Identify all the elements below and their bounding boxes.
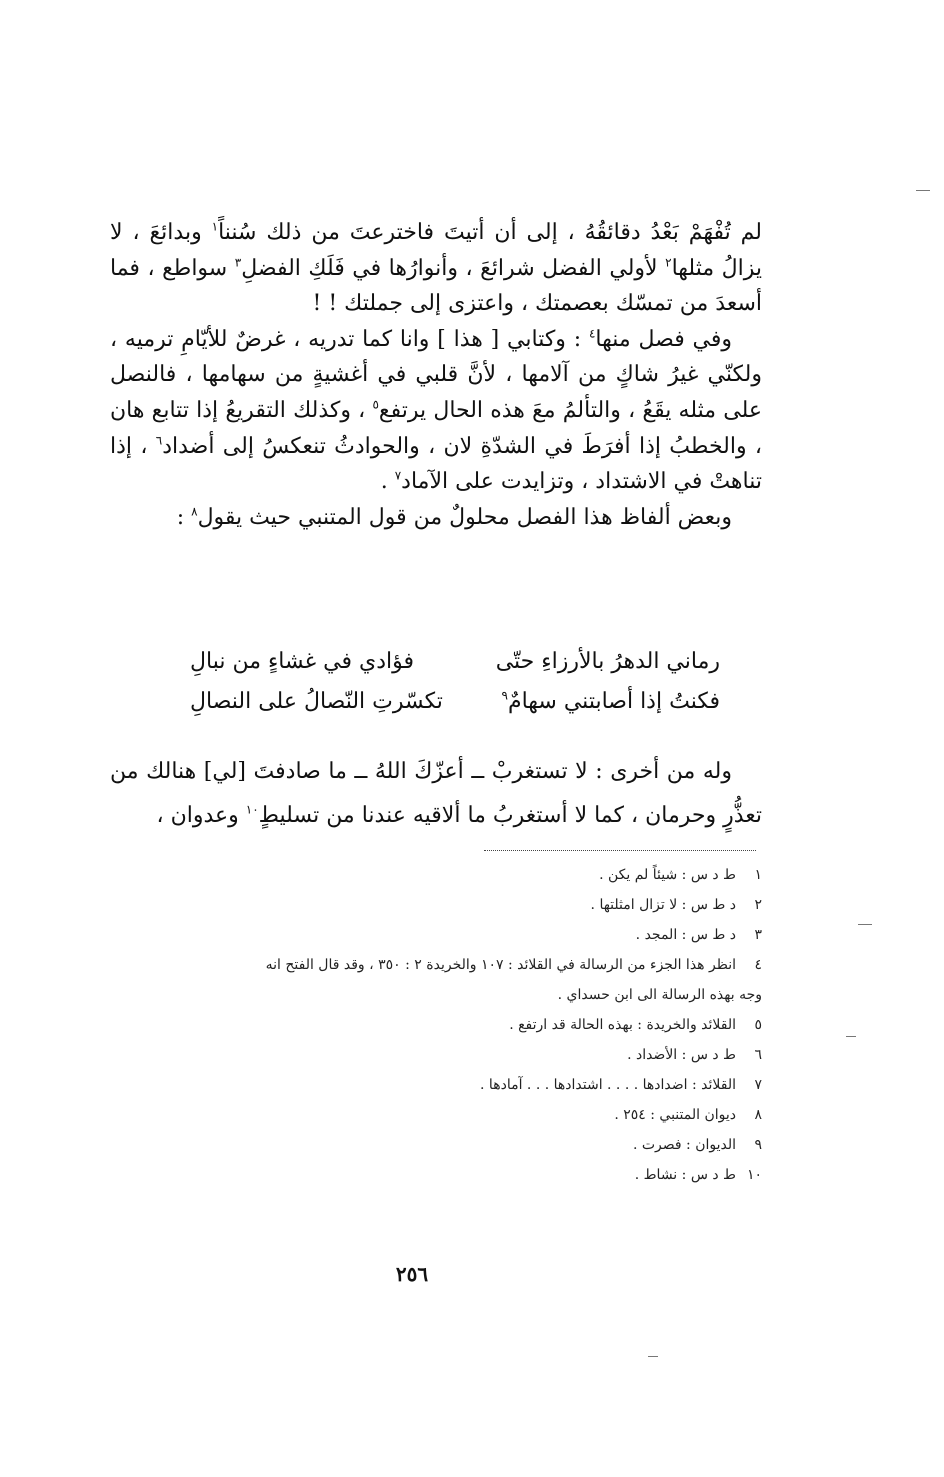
verse-text: فكنتُ إذا أصابتني سهامٌ: [507, 689, 720, 714]
footnote-mark: ١٠: [245, 802, 259, 817]
text-segment: .: [380, 469, 395, 495]
footnote-mark: ٦: [155, 433, 163, 448]
verse-line: [190, 684, 720, 720]
closing-paragraph: [110, 750, 762, 838]
text-segment: : وكتابي [ هذا ] وانا كما تدريه ، غرضٌ للأيّامِ ترميه ، ولكنّي غيرُ شاكٍ من آلامها ، لأنَّ قلبي في أغشيةٍ من سهامها ، فالنصل على مثله يقَعُ ، والتألمُ معَ هذه الحال يرتفع: [110, 326, 762, 423]
footnote-text: ط د س : شيئاً لم يكن .: [599, 867, 736, 883]
footnote-item: [110, 890, 762, 920]
text-segment: وله من أخرى : لا تستغربْ ــ أعزّكَ اللهُ ــ ما صادفتَ [لي] هنالك من تعذُّرٍ وحرمان ، كما لا أستغربُ ما ألاقيه عندنا من تسليطٍ: [110, 759, 762, 828]
footnote-item: [110, 1010, 762, 1040]
footnote-text: القلائد : اضدادها . . . . اشتدادها . . . آمادها .: [480, 1077, 736, 1093]
footnote-mark: ٥: [372, 397, 379, 412]
text-segment: سواطع ، فما أسعدَ من تمسّك بعصمتك ، واعتزى إلى جملتك ! !: [110, 255, 762, 317]
footnote-text: القلائد والخريدة : بهذه الحالة قد ارتفع .: [509, 1017, 736, 1033]
footnote-text: د ط س : لا تزال امثلتها .: [590, 897, 736, 913]
verse-hemistich-left: تكسّرتِ النّصالُ على النصالِ: [190, 689, 443, 714]
page-number: ٢٥٦: [395, 1262, 429, 1286]
footnote-number: ٨: [754, 1107, 762, 1123]
footnote-item: [110, 860, 762, 890]
footnote-mark: ١: [211, 219, 219, 234]
paragraph-3: [110, 500, 762, 536]
scan-speck: [846, 1036, 856, 1037]
footnote-number: ٦: [754, 1047, 762, 1063]
footnote-item: [110, 1070, 762, 1100]
footnote-text: ط د س : نشاط .: [634, 1167, 736, 1183]
footnote-number: ١: [754, 867, 762, 883]
main-text: [110, 215, 762, 535]
footnote-continuation: وجه بهذه الرسالة الى ابن حسداي .: [557, 987, 762, 1003]
footnote-text: ط د س : الأضداد .: [627, 1047, 736, 1063]
footnote-text: انظر هذا الجزء من الرسالة في القلائد : ١٠٧ والخريدة ٢ : ٣٥٠ ، وقد قال الفتح انه: [265, 957, 736, 973]
text-segment: ، إذا تناهتْ في الاشتداد ، وتزايدت على الآماد: [110, 433, 762, 495]
footnote-item: [110, 1100, 762, 1130]
footnote-item: [110, 1040, 762, 1070]
footnote-mark: ٣: [234, 255, 242, 270]
text-segment: :: [176, 504, 192, 530]
verse-hemistich-left: فؤادي في غشاءٍ من نبالِ: [190, 649, 414, 674]
footnote-item: [110, 1130, 762, 1160]
footnotes: [110, 860, 762, 1190]
footnote-mark: ٤: [588, 326, 596, 341]
text-segment: ، وكذلك التقريعُ إذا تتابع هان ، والخطبُ إذا أفرَطَ في الشدّةِ لان ، والحوادثُ تنعكسُ إلى أضداد: [110, 397, 762, 459]
verse-hemistich-right: [502, 684, 721, 720]
footnote-number: ١٠: [746, 1167, 762, 1183]
footnote-separator: [484, 850, 756, 851]
footnote-mark: ٨: [191, 504, 198, 519]
footnote-mark: ٩: [501, 688, 508, 703]
footnote-item: [110, 1160, 762, 1190]
text-segment: وعدوان ،: [156, 803, 246, 828]
footnote-number: ٩: [754, 1137, 762, 1153]
text-segment: وفي فصل منها: [595, 326, 732, 352]
footnote-number: ٥: [754, 1017, 762, 1033]
verse-hemistich-right: رماني الدهرُ بالأرزاءِ حتّى: [495, 649, 720, 674]
footnote-number: ٣: [754, 927, 762, 943]
verse-line: [190, 644, 720, 680]
footnote-mark: ٧: [394, 468, 402, 483]
footnote-text: د ط س : المجد .: [635, 927, 736, 943]
footnote-number: ٢: [754, 897, 762, 913]
footnote-number: ٤: [754, 957, 762, 973]
text-segment: وبعض ألفاظ هذا الفصل محلولٌ من قول المتنبي حيث يقول: [197, 504, 732, 530]
text-segment: لأولي الفضل شرائعَ ، وأنوارُها في فَلَكِ الفضلِ: [241, 255, 658, 281]
paragraph-4: [110, 750, 762, 838]
footnote-text: الديوان : فصرت .: [632, 1137, 736, 1153]
scan-speck: [858, 924, 872, 925]
footnote-number: ٧: [754, 1077, 762, 1093]
footnote-item: [110, 920, 762, 950]
scan-speck: [916, 190, 930, 191]
footnote-mark: ٢: [665, 255, 672, 270]
text-segment: لم تُفْهَمْ بَعْدُ دقائقُهُ ، إلى أن أتيتَ فاخترعتَ من ذلك سُنناً: [218, 220, 763, 245]
footnote-item: [110, 950, 762, 980]
paragraph-2: [110, 322, 762, 500]
scan-speck: [648, 1356, 658, 1357]
text-segment: وبدائعَ ، لا يزالُ مثلها: [110, 220, 762, 281]
footnote-text: ديوان المتنبي : ٢٥٤ .: [614, 1107, 736, 1123]
paragraph-1: [110, 215, 762, 322]
